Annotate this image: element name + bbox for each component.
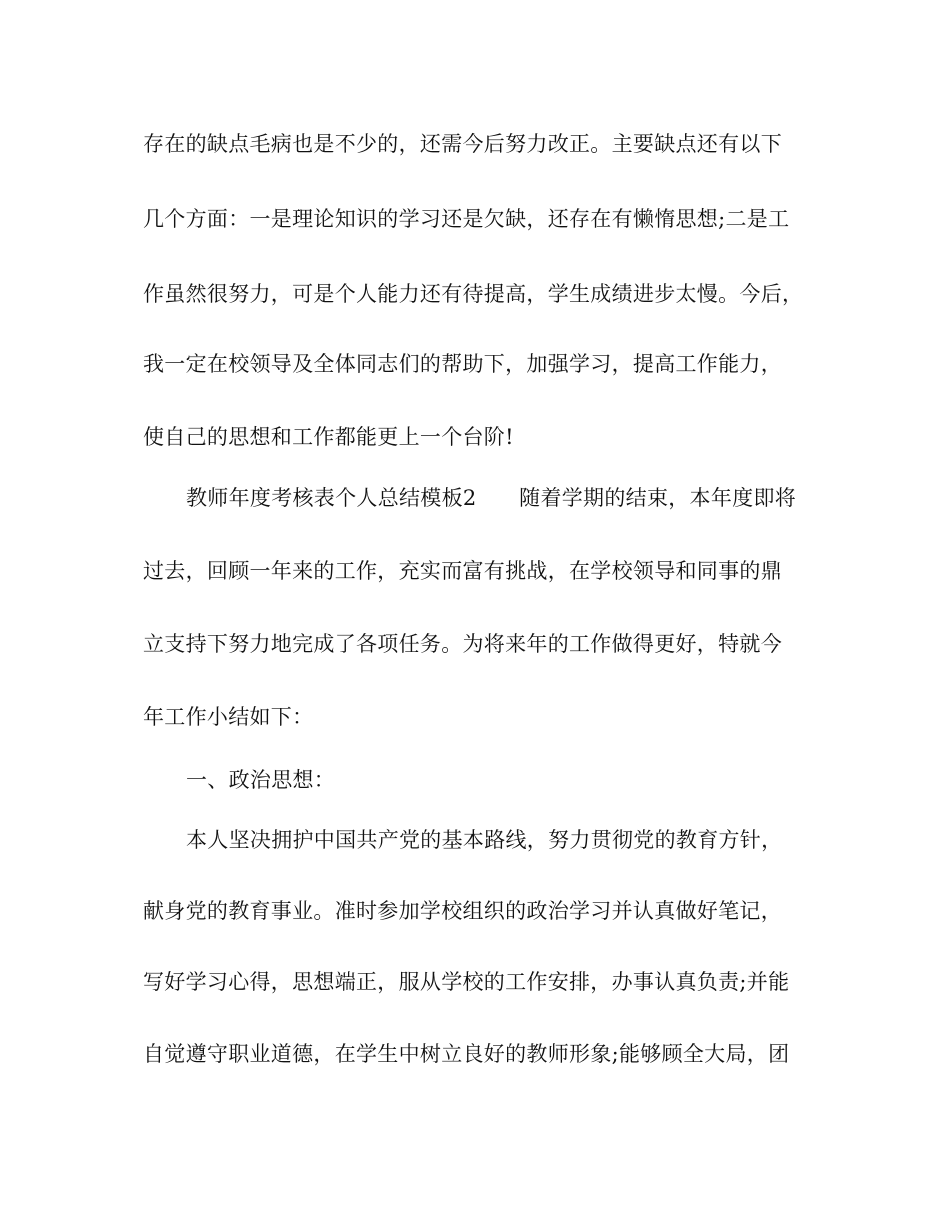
text-line-1: 存在的缺点毛病也是不少的，还需今后努力改正。主要缺点还有以下 [143, 132, 782, 156]
text-line-5: 使自己的思想和工作都能更上一个台阶! [143, 425, 514, 449]
text-line-6: 过去，回顾一年来的工作，充实而富有挑战，在学校领导和同事的鼎 [143, 559, 782, 583]
text-line-3: 作虽然很努力，可是个人能力还有待提高，学生成绩进步太慢。今后， [143, 282, 804, 306]
section-title-line: 教师年度考核表个人总结模板2 随着学期的结束，本年度即将 [186, 486, 797, 510]
text-line-2: 几个方面：一是理论知识的学习还是欠缺，还存在有懒惰思想;二是工 [143, 207, 790, 231]
text-line-11: 写好学习心得，思想端正，服从学校的工作安排，办事认真负责;并能 [143, 970, 790, 994]
text-line-7: 立支持下努力地完成了各项任务。为将来年的工作做得更好，特就今 [143, 632, 782, 656]
text-line-10: 献身党的教育事业。准时参加学校组织的政治学习并认真做好笔记， [143, 899, 782, 923]
section-heading-politics: 一、政治思想： [186, 768, 336, 792]
text-line-9: 本人坚决拥护中国共产党的基本路线，努力贯彻党的教育方针， [186, 828, 783, 852]
text-line-12: 自觉遵守职业道德，在学生中树立良好的教师形象;能够顾全大局，团 [143, 1042, 790, 1066]
text-line-4: 我一定在校领导及全体同志们的帮助下，加强学习，提高工作能力， [143, 352, 782, 376]
text-line-8: 年工作小结如下： [143, 705, 314, 729]
